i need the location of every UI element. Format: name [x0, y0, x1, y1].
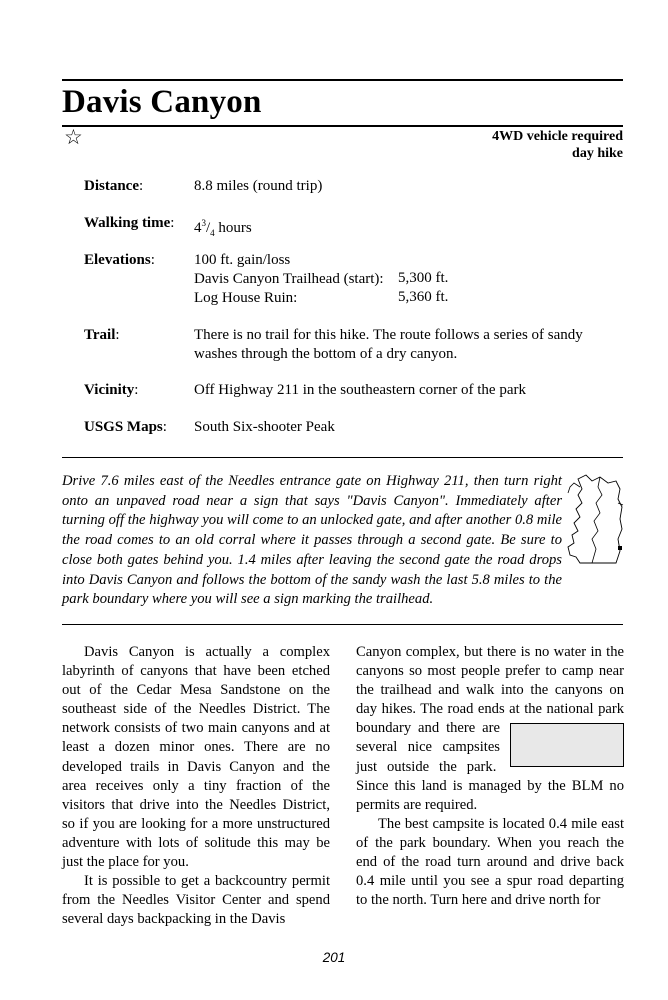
photo-placeholder — [510, 723, 624, 767]
elevation-ruin-value: 5,360 ft. — [398, 289, 449, 305]
body-column-right — [356, 643, 624, 910]
vehicle-requirement: 4WD vehicle required — [492, 129, 623, 144]
elevation-trailhead-name: Davis Canyon Trailhead (start): — [194, 271, 384, 287]
top-rule — [62, 79, 623, 81]
walking-time-label: Walking time: — [84, 215, 175, 231]
body-paragraph-1: Davis Canyon is actually a complex labyrinth of canyons that have been etched out of the Cedar Mesa Sandstone on the southeast side of the Needles District. The network consists of two main canyons and at least a dozen minor ones. There are no developed trails in Davis Canyon and the area receives only a tiny fraction of the visitors that drive into the Needles District, so if you are looking for a more unstructured adventure with lots of solitude this may be just the place for you. — [62, 644, 330, 871]
vicinity-value: Off Highway 211 in the southeastern corner of the park — [194, 382, 526, 398]
driving-directions: Drive 7.6 miles east of the Needles entrance gate on Highway 211, then turn right onto an unpaved road near a sign that says "Davis Canyon". Immediately after turning off the highway you will come to an unlocked gate, and after another 0.8 mile the road comes to an old corral where it passes through a second gate. Be sure to close both gates behind you. 1.4 miles after leaving the second gate the road drops into Davis Canyon and follows the bottom of the sandy wash the last 5.8 miles to the park boundary where you will see a sign marking the trailhead. — [62, 473, 562, 608]
title-rule — [62, 125, 623, 127]
page-title: Davis Canyon — [62, 84, 262, 120]
body-paragraph-2-continued: Canyon complex, but there is no water in the canyons so most people prefer to camp near the trailhead and walk into the canyons on day hikes. The road ends at the national park boundary and there are several nice campsites just outside the park. Since this land is managed by the BLM no permits are required. — [356, 644, 624, 813]
hike-type: day hike — [572, 146, 623, 161]
park-outline-map-icon — [566, 473, 624, 565]
body-paragraph-2-start: It is possible to get a backcountry permit from the Needles Visitor Center and spend several days backpacking in the Davis — [62, 873, 330, 928]
elevation-ruin-name: Log House Ruin: — [194, 290, 298, 306]
walking-time-value: $4^3/_4$ hours — [194, 218, 252, 238]
usgs-maps-label: USGS Maps: — [84, 419, 167, 435]
elevation-gain: 100 ft. gain/loss — [194, 252, 291, 268]
elevations-label: Elevations: — [84, 252, 155, 268]
page-number: 201 — [322, 950, 346, 965]
directions-top-rule — [62, 457, 623, 458]
trail-line-2: washes through the bottom of a dry canyon. — [194, 346, 458, 362]
body-paragraph-3: The best campsite is located 0.4 mile east of the park boundary. When you reach the end of the road turn around and drive back 0.4 mile until you see a spur road departing to the north. Turn here and drive north for — [356, 815, 624, 909]
distance-value: 8.8 miles (round trip) — [194, 178, 323, 194]
trail-label: Trail: — [84, 327, 120, 343]
distance-label: Distance: — [84, 178, 144, 194]
directions-bottom-rule — [62, 624, 623, 625]
body-column-left — [62, 643, 330, 929]
elevation-trailhead-value: 5,300 ft. — [398, 270, 449, 286]
star-outline-icon: ☆ — [64, 125, 83, 149]
trail-line-1: There is no trail for this hike. The route follows a series of sandy — [194, 327, 583, 343]
usgs-maps-value: South Six-shooter Peak — [194, 419, 335, 435]
vicinity-label: Vicinity: — [84, 382, 139, 398]
